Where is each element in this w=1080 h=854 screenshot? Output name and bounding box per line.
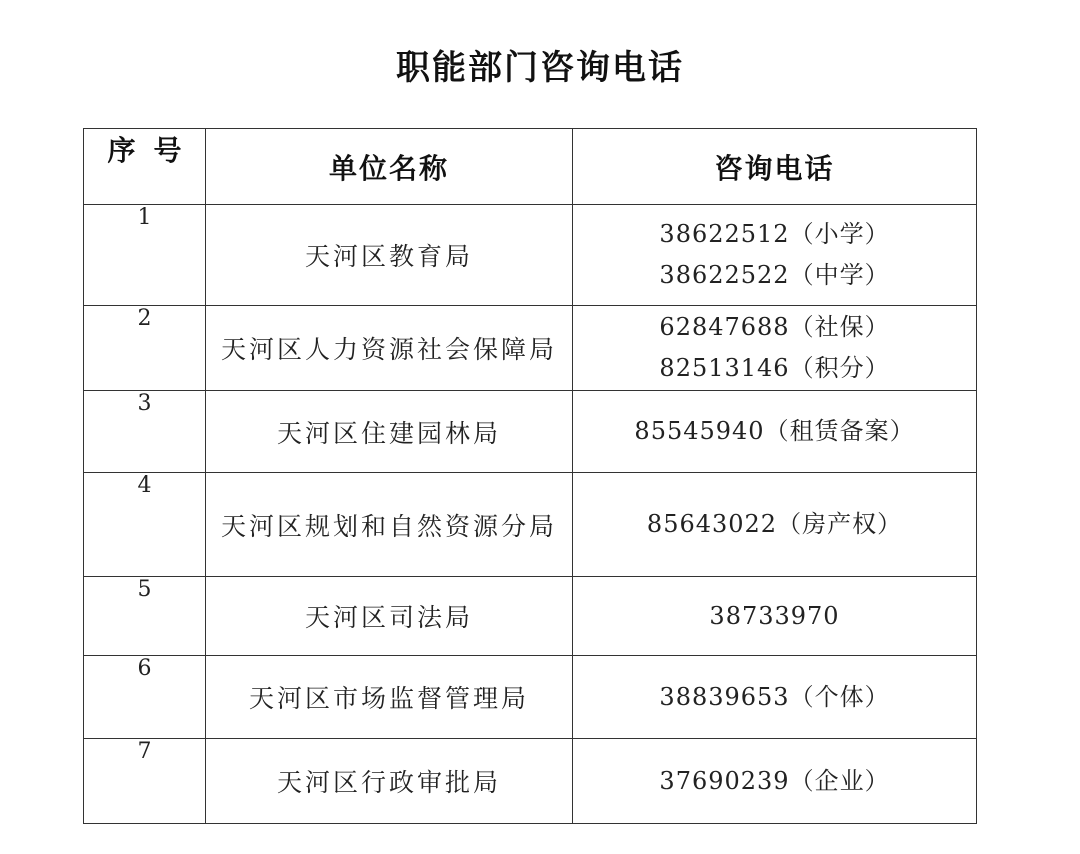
phone-cell	[573, 656, 977, 739]
phone-cell	[573, 577, 977, 656]
phone-number: 85643022（房产权）	[646, 510, 903, 538]
row-number: 3	[84, 391, 206, 473]
phone-number: 82513146（积分）	[659, 354, 890, 382]
unit-name: 天河区住建园林局	[206, 391, 573, 473]
table-row	[84, 577, 977, 656]
header-unit-name: 单位名称	[206, 129, 573, 205]
header-number-part2: 号	[153, 134, 182, 167]
row-number: 6	[84, 656, 206, 739]
table-row	[84, 656, 977, 739]
unit-name: 天河区司法局	[206, 577, 573, 656]
header-number	[84, 129, 206, 205]
phone-cell	[573, 473, 977, 577]
table-row	[84, 739, 977, 824]
table-header-row	[84, 129, 977, 205]
phone-cell	[573, 391, 977, 473]
phone-cell	[573, 739, 977, 824]
phone-number: 38733970	[709, 601, 840, 630]
row-number: 7	[84, 739, 206, 824]
unit-name: 天河区行政审批局	[206, 739, 573, 824]
unit-name: 天河区规划和自然资源分局	[206, 473, 573, 577]
unit-name: 天河区教育局	[206, 205, 573, 306]
unit-name: 天河区市场监督管理局	[206, 656, 573, 739]
phone-cell	[573, 205, 977, 306]
phone-number: 85545940（租赁备案）	[634, 417, 915, 445]
row-number: 1	[84, 205, 206, 306]
header-number-part1: 序	[107, 134, 136, 167]
table-row	[84, 473, 977, 577]
phone-number: 37690239（企业）	[659, 766, 890, 795]
header-phone: 咨询电话	[573, 129, 977, 205]
contact-table	[83, 128, 977, 824]
phone-number: 38622512（小学）	[659, 220, 890, 248]
phone-number: 38622522（中学）	[659, 261, 890, 289]
table-row	[84, 391, 977, 473]
phone-number: 62847688（社保）	[659, 313, 890, 341]
unit-name: 天河区人力资源社会保障局	[206, 306, 573, 391]
row-number: 4	[84, 473, 206, 577]
table-row	[84, 205, 977, 306]
phone-cell	[573, 306, 977, 391]
row-number: 5	[84, 577, 206, 656]
phone-number: 38839653（个体）	[659, 682, 890, 711]
table-row	[84, 306, 977, 391]
row-number: 2	[84, 306, 206, 391]
page-title: 职能部门咨询电话	[396, 48, 684, 88]
